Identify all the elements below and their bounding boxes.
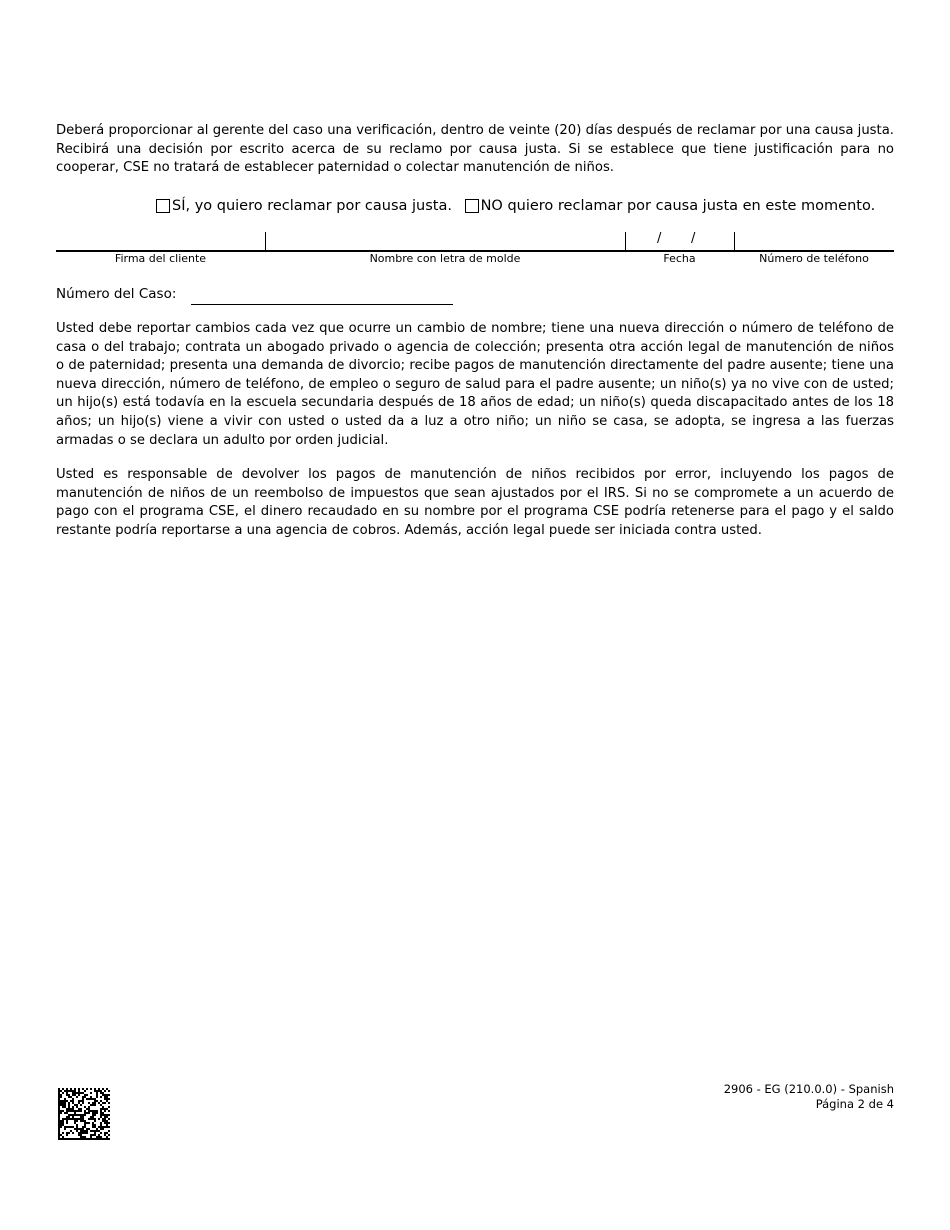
signature-label: Firma del cliente [114,252,207,265]
page-footer [724,1082,894,1112]
repayment-paragraph: Usted es responsable de devolver los pagos de manutención de niños recibidos por error, incluyendo los pagos de manutención de niños de un reembolso de impuestos que sean ajustados por el IRS. Si no se compromete a un acuerdo de pago con el programa CSE, el dinero recaudado en su nombre por el programa CSE podría retenerse para el pago y el saldo restante podría reportarse a una agencia de cobros. Además, acción legal puede ser iniciada contra usted. [56,467,894,538]
yes-choice[interactable] [156,196,452,216]
name-divider [625,232,626,251]
yes-label: SÍ, yo quiero reclamar por causa justa. [172,198,452,214]
changes-paragraph: Usted debe reportar cambios cada vez que ocurre un cambio de nombre; tiene una nueva dirección o número de teléfono de casa o del trabajo; contrata un abogado privado o agencia de colección; presenta otra acción legal de manutención de niños o de paternidad; presenta una demanda de divorcio; recibe pagos de manutención directamente del padre ausente; tiene una nueva dirección, número de teléfono, de empleo o seguro de salud para el padre ausente; un niño(s) ya no vive con de usted; un hijo(s) está todavía en la escuela secundaria después de 18 años de edad; un niño(s) queda discapacitado antes de los 18 años; un hijo(s) viene a vivir con usted o usted da a luz a otro niño; un niño se casa, se adopta, se ingresa a las fuerzas armadas o se declara un adulto por orden judicial. [56,321,894,448]
no-checkbox[interactable] [465,199,479,213]
no-label: NO quiero reclamar por causa justa en este momento. [480,198,876,214]
no-choice[interactable] [465,196,876,216]
date-divider [734,232,735,251]
date-label: Fecha [663,252,696,265]
date-slash-2: / [691,231,696,246]
case-number-label: Número del Caso: [56,286,177,302]
printed-name-label: Nombre con letra de molde [369,252,521,265]
yes-checkbox[interactable] [156,199,170,213]
good-cause-choices [156,196,896,219]
case-number-field[interactable] [191,304,453,305]
page-number: Página 2 de 4 [815,1097,894,1111]
signature-divider [265,232,266,251]
barcode-icon [58,1088,110,1140]
phone-label: Número de teléfono [759,252,869,265]
form-id: 2906 - EG (210.0.0) - Spanish [723,1082,894,1096]
date-slash-1: / [657,231,662,246]
verification-paragraph: Deberá proporcionar al gerente del caso una verificación, dentro de veinte (20) días después de reclamar por una causa justa. Recibirá una decisión por escrito acerca de su reclamo por causa justa. Si se establece que tiene justificación para no cooperar, CSE no tratará de establecer paternidad o colectar manutención de niños. [56,123,894,176]
